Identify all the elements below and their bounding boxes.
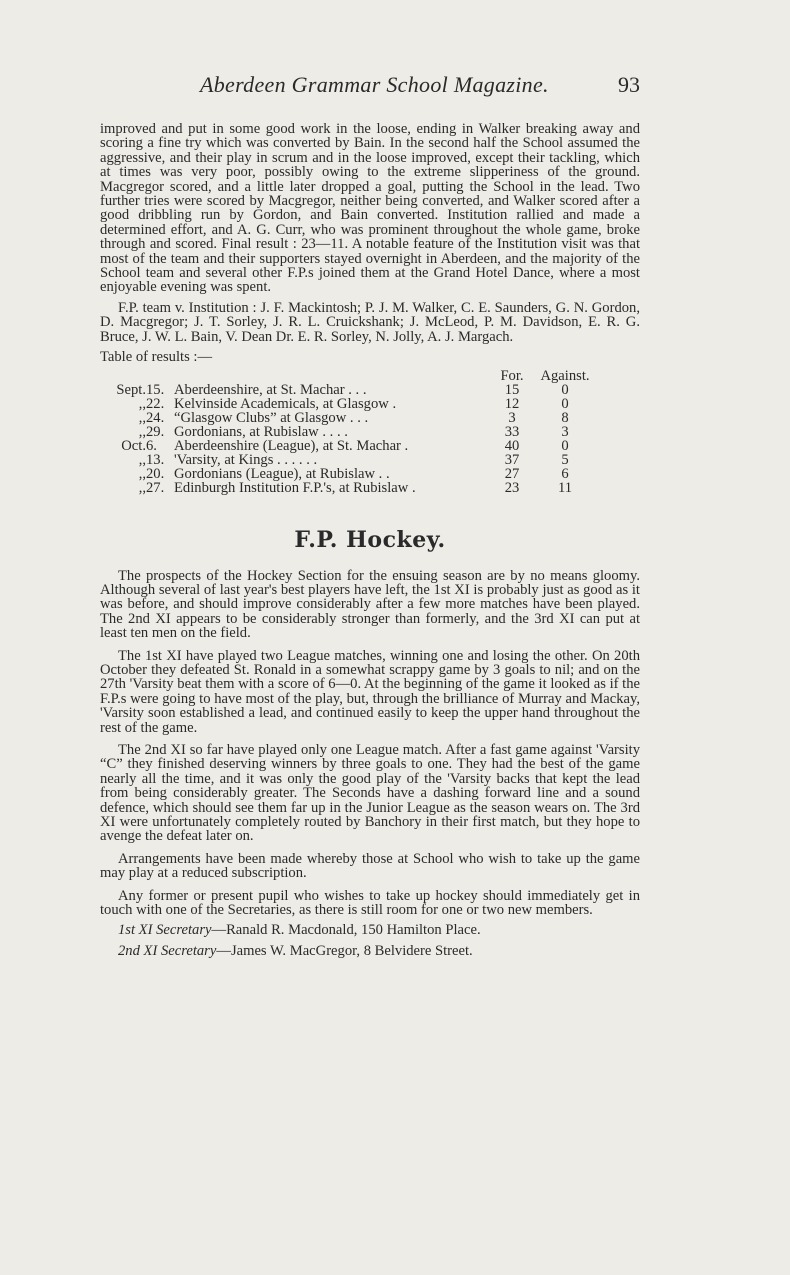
hockey-paragraph: The 1st XI have played two League matches, winning one and losing the other. On 20th October they defeated St. Ronald in a somewhat scrappy game by 3 goals to nil; and on the 27th 'Varsity beat them with a score of 6—0. At the beginning of the game it looked as if the F.P.s were going to have most of the play, but, through the brilliance of Murray and Mackay, 'Varsity soon established a lead, and continued easily to keep the upper hand throughout the rest of the game. [100, 647, 640, 736]
second-xi-secretary-value: —James W. MacGregor, 8 Belvidere Street. [216, 942, 473, 959]
hockey-paragraph: The 2nd XI so far have played only one League match. After a fast game against 'Varsity “C” they finished deserving winners by three goals to one. They had the best of the game nearly all the time, and it was only the good play of the 'Varsity backs that kept the lead from being considerably greater. The Seconds have a dashing forward line and a sound defence, which should see them far up in the Junior League as the season wears on. The 3rd XI were unfortunately completely routed by Banchory in their first match, but they hope to avenge the defeat later on. [100, 741, 640, 845]
result-month: ,, [138, 479, 146, 496]
result-month: Sept. [116, 381, 146, 398]
page-number: 93 [618, 72, 640, 97]
first-xi-secretary [100, 923, 640, 937]
result-opponent: Kelvinside Academicals, at Glasgow . [174, 395, 397, 412]
result-for: 37 [504, 451, 520, 468]
result-month: ,, [138, 423, 146, 440]
result-opponent: Aberdeenshire, at St. Machar . . . [174, 381, 367, 398]
result-day: 20. [146, 465, 165, 482]
hockey-paragraph: The prospects of the Hockey Section for the ensuing season are by no means gloomy. Although several of last year's best players have left, the 1st XI is probably just as good as it was before, and should improve considerably after a few more matches have been played. The 2nd XI appears to be considerably stronger than formerly, and the 3rd XI can put at least ten men on the field. [100, 567, 640, 642]
result-day: 29. [146, 423, 165, 440]
result-day: 22. [146, 395, 165, 412]
result-month: ,, [138, 451, 146, 468]
result-row [116, 383, 596, 397]
page-header [110, 72, 650, 106]
second-xi-secretary-label: 2nd XI Secretary [118, 942, 217, 959]
result-against: 5 [561, 451, 569, 468]
result-against: 0 [561, 437, 569, 454]
second-xi-secretary [100, 944, 640, 958]
result-day: 27. [146, 479, 165, 496]
result-row [116, 453, 596, 467]
hockey-section-title: F.P. Hockey. [294, 526, 446, 553]
first-xi-secretary-value: —Ranald R. Macdonald, 150 Hamilton Place. [211, 922, 481, 939]
result-for: 12 [504, 395, 520, 412]
result-opponent: Edinburgh Institution F.P.'s, at Rubislaw . [174, 479, 416, 496]
result-month: ,, [138, 395, 146, 412]
result-against: 0 [561, 395, 569, 412]
result-against: 6 [561, 465, 569, 482]
result-day: 24. [146, 409, 165, 426]
rugby-report-paragraph: improved and put in some good work in the loose, ending in Walker breaking away and scoring a fine try which was converted by Bain. In the second half the School assumed the aggressive, and their play in scrum and in the loose improved, except their tackling, which at times was very poor, possibly owing to the extreme slipperiness of the ground. Macgregor scored, and a little later dropped a goal, putting the School in the lead. Two further tries were scored by Macgregor, neither being converted, and Walker scored after a good dribbling run by Gordon, and Bain converted. Institution rallied and made a determined effort, and A. G. Curr, who was prominent throughout the whole game, broke through and scored. Final result : 23—11. A notable feature of the Institution visit was that most of the team and their supporters stayed overnight in Aberdeen, and the majority of the School team and several other F.P.s joined them at the Grand Hotel Dance, where a most enjoyable evening was spent. [100, 121, 640, 296]
result-row [116, 425, 596, 439]
result-row [116, 439, 596, 453]
result-opponent: Gordonians (League), at Rubislaw . . [174, 465, 390, 482]
result-row [116, 397, 596, 411]
result-against: 0 [561, 381, 569, 398]
result-for: 33 [504, 423, 520, 440]
result-month: ,, [138, 465, 146, 482]
result-day: 13. [146, 451, 165, 468]
result-month: ,, [138, 409, 146, 426]
first-xi-secretary-label: 1st XI Secretary [118, 922, 212, 939]
hockey-paragraph: Any former or present pupil who wishes to take up hockey should immediately get in touch with one of the Secretaries, as there is still room for one or two new members. [100, 887, 640, 919]
result-opponent: “Glasgow Clubs” at Glasgow . . . [174, 409, 369, 426]
result-opponent: Gordonians, at Rubislaw . . . . [174, 423, 348, 440]
result-row [116, 481, 596, 495]
result-opponent: Aberdeenshire (League), at St. Machar . [174, 437, 409, 454]
page-body [100, 122, 640, 958]
result-against: 3 [561, 423, 569, 440]
for-header: For. [500, 367, 524, 384]
result-row [116, 411, 596, 425]
results-table [116, 369, 596, 495]
result-opponent: 'Varsity, at Kings . . . . . . [174, 451, 318, 468]
result-for: 3 [508, 409, 516, 426]
magazine-title: Aberdeen Grammar School Magazine. [200, 72, 549, 97]
table-intro: Table of results :— [100, 349, 213, 366]
hockey-paragraph: Arrangements have been made whereby those at School who wish to take up the game may play at a reduced subscription. [100, 850, 640, 882]
against-header: Against. [540, 367, 590, 384]
result-against: 11 [557, 479, 573, 496]
result-day: 15. [146, 381, 165, 398]
result-against: 8 [561, 409, 569, 426]
results-header-row [116, 369, 596, 383]
result-month: Oct. [121, 437, 146, 454]
result-for: 15 [504, 381, 520, 398]
result-for: 40 [504, 437, 520, 454]
result-for: 27 [504, 465, 520, 482]
result-row [116, 467, 596, 481]
result-day: 6. [146, 437, 157, 454]
team-list: F.P. team v. Institution : J. F. Mackintosh; P. J. M. Walker, C. E. Saunders, G. N. Gordon, D. Macgregor; J. T. Sorley, J. R. L. Cruickshank; J. McLeod, P. M. Davidson, E. R. G. Bruce, J. W. L. Bain, V. Dean Dr. E. R. Sorley, N. Jolly, A. J. Margach. [100, 299, 640, 345]
result-for: 23 [504, 479, 520, 496]
